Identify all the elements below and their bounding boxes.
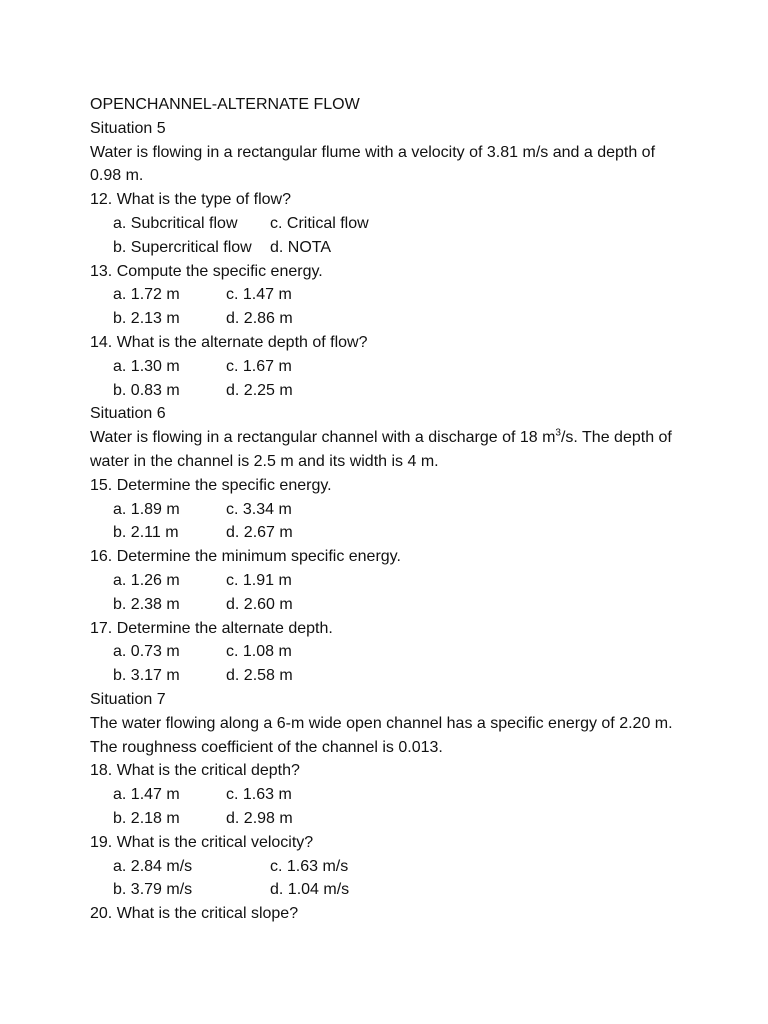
question-19-option-d: d. 1.04 m/s [270,881,350,899]
question-14: 14. What is the alternate depth of flow? [90,333,368,351]
question-18-option-d: d. 2.98 m [226,809,293,827]
question-19-option-b: b. 3.79 m/s [113,881,193,899]
question-14-option-b: b. 0.83 m [113,381,180,399]
question-16-option-a: a. 1.26 m [113,571,180,589]
question-19: 19. What is the critical velocity? [90,833,314,851]
document-page [90,93,690,926]
question-17-option-a: a. 0.73 m [113,643,180,661]
question-18-options-row-2 [90,807,690,831]
question-15-option-c: c. 3.34 m [226,500,292,518]
question-14-option-c: c. 1.67 m [226,357,292,375]
question-15-option-a: a. 1.89 m [113,500,180,518]
question-12-options-row-2 [90,236,690,260]
question-13-option-c: c. 1.47 m [226,286,292,304]
situation-5-text: Water is flowing in a rectangular flume with a velocity of 3.81 m/s and a depth of 0.98 m. [90,143,656,185]
question-16-options-row-2 [90,593,690,617]
question-15-option-d: d. 2.67 m [226,524,293,542]
question-19-options-row-2 [90,878,690,902]
question-17-options-row-2 [90,664,690,688]
question-18-options-row-1 [90,783,690,807]
question-18-option-b: b. 2.18 m [113,809,180,827]
question-12-option-c: c. Critical flow [270,214,369,232]
question-14-option-d: d. 2.25 m [226,381,293,399]
document-title: OPENCHANNEL-ALTERNATE FLOW [90,96,360,113]
situation-6-text-part-2: /s. The depth of water in the channel is 2.5 m and its width is 4 m. [90,429,672,470]
question-13: 13. Compute the specific energy. [90,262,323,280]
question-13-options-row-1 [90,283,690,307]
question-14-option-a: a. 1.30 m [113,357,180,375]
situation-7-text: The water flowing along a 6-m wide open channel has a specific energy of 2.20 m. The roughness coefficient of the channel is 0.013. [90,714,673,756]
question-12-options-row-1 [90,212,690,236]
question-13-option-b: b. 2.13 m [113,310,180,328]
question-15-options-row-2 [90,521,690,545]
question-17-option-d: d. 2.58 m [226,667,293,685]
question-12-option-b: b. Supercritical flow [113,238,252,256]
question-19-option-a: a. 2.84 m/s [113,857,193,875]
question-14-options-row-1 [90,355,690,379]
situation-6-text [90,426,685,474]
situation-7-heading: Situation 7 [90,690,166,708]
question-16-options-row-1 [90,569,690,593]
question-18-option-a: a. 1.47 m [113,786,180,804]
question-16: 16. Determine the minimum specific energy. [90,548,401,566]
question-17: 17. Determine the alternate depth. [90,619,333,637]
question-12-option-a: a. Subcritical flow [113,214,238,232]
situation-5-heading: Situation 5 [90,119,166,137]
question-13-options-row-2 [90,307,690,331]
question-19-option-c: c. 1.63 m/s [270,857,349,875]
question-19-options-row-1 [90,855,690,879]
question-14-options-row-2 [90,379,690,403]
question-15: 15. Determine the specific energy. [90,476,332,494]
question-20: 20. What is the critical slope? [90,905,299,923]
question-18: 18. What is the critical depth? [90,762,300,780]
question-18-option-c: c. 1.63 m [226,786,292,804]
situation-6-heading: Situation 6 [90,405,166,423]
question-17-option-c: c. 1.08 m [226,643,292,661]
question-16-option-d: d. 2.60 m [226,595,293,613]
question-12: 12. What is the type of flow? [90,191,291,209]
question-17-options-row-1 [90,640,690,664]
question-16-option-b: b. 2.38 m [113,595,180,613]
question-17-option-b: b. 3.17 m [113,667,180,685]
question-12-option-d: d. NOTA [270,238,332,256]
question-13-option-d: d. 2.86 m [226,310,293,328]
question-16-option-c: c. 1.91 m [226,571,292,589]
situation-6-text-part-1: Water is flowing in a rectangular channel with a discharge of 18 m [90,429,556,447]
question-13-option-a: a. 1.72 m [113,286,180,304]
question-15-options-row-1 [90,498,690,522]
cubic-superscript: 3 [555,427,561,439]
question-15-option-b: b. 2.11 m [113,524,179,542]
